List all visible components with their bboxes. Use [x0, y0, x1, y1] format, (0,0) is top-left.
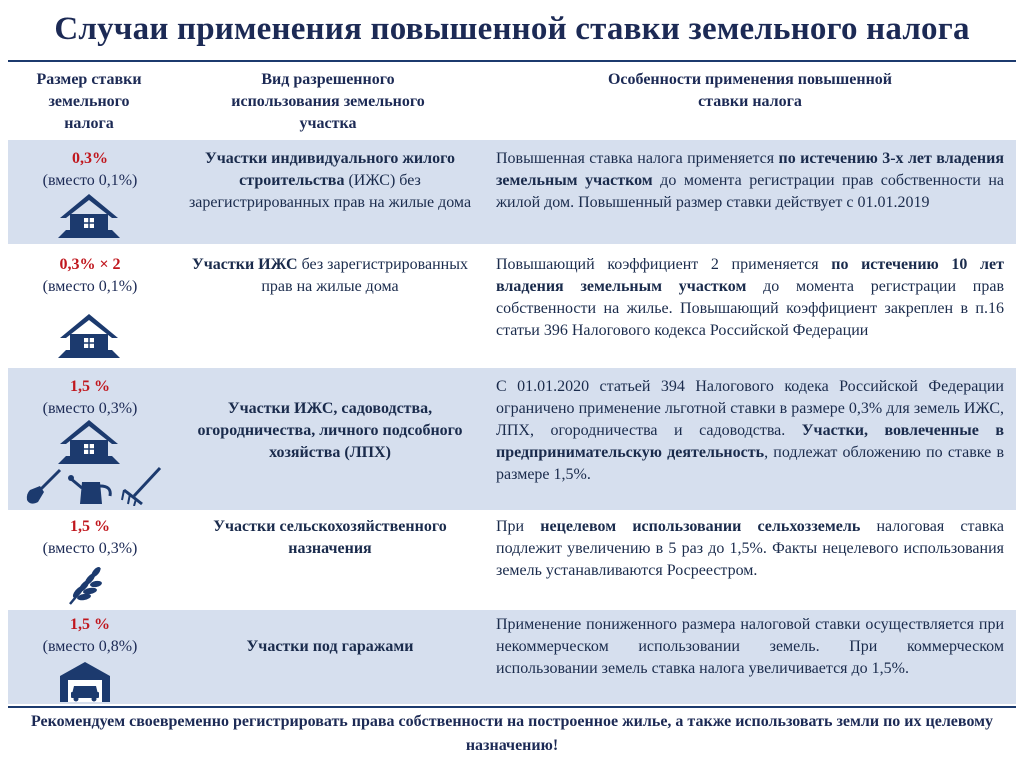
house-icon	[56, 192, 122, 238]
header-kind-line: использования земельного	[231, 93, 425, 110]
kind-cell	[182, 398, 478, 464]
header-kind-line: участка	[299, 115, 357, 132]
header-desc-line: Особенности применения повышенной	[607, 71, 893, 88]
kind-rest: без зарегистрированных прав на жилые дома	[261, 256, 468, 295]
footer-recommendation: Рекомендуем своевременно регистрировать права собственности на построенное жилье, а также использовать земли по их целевому назначению!	[30, 713, 994, 754]
watering-can-icon	[68, 472, 116, 506]
rate-instead: (вместо 0,1%)	[42, 172, 138, 189]
desc-text: до момента регистрации прав собственности на жилье. Повышающий коэффициент закреплен в п.16 статьи 396 Налогового кодекса Российской Федерации	[496, 278, 1005, 339]
desc-cell	[496, 516, 1004, 582]
shovel-icon	[24, 468, 64, 506]
desc-cell	[496, 614, 1004, 680]
rate-value: 0,3%	[72, 150, 108, 167]
desc-text: налоговая ставка подлежит увеличению в 5 раз до 1,5%. Факты нецелевого использования земель устанавливаются Росреестром.	[496, 518, 1004, 579]
kind-bold: Участки ИЖС, садоводства, огородничества, личного подсобного хозяйства (ЛПХ)	[197, 400, 463, 461]
table-row	[8, 512, 1016, 608]
desc-text: , подлежат обложению по ставке в размере 1,5%.	[496, 444, 1005, 483]
table-row	[8, 610, 1016, 704]
house-icon	[56, 418, 122, 464]
rate-cell	[8, 376, 172, 420]
header-kind	[178, 69, 478, 135]
table-header	[8, 65, 1016, 137]
rate-value: 1,5 %	[70, 378, 110, 395]
rate-cell	[8, 254, 172, 298]
kind-cell	[182, 636, 478, 658]
rate-instead: (вместо 0,3%)	[42, 400, 138, 417]
wheat-icon	[68, 564, 104, 606]
kind-cell	[182, 254, 478, 298]
rake-icon	[120, 466, 162, 506]
desc-text: Повышающий коэффициент 2 применяется	[496, 256, 832, 273]
kind-bold: Участки ИЖС	[192, 256, 298, 273]
rate-value: 1,5 %	[70, 616, 110, 633]
rate-instead: (вместо 0,3%)	[42, 540, 138, 557]
rate-cell	[8, 148, 172, 192]
rate-instead: (вместо 0,1%)	[42, 278, 138, 295]
kind-bold: Участки под гаражами	[246, 638, 414, 655]
kind-cell	[182, 516, 478, 560]
rate-instead: (вместо 0,8%)	[42, 638, 138, 655]
footer-divider	[8, 706, 1016, 708]
header-rate	[8, 69, 170, 135]
house-icon	[56, 312, 122, 358]
title-divider	[8, 60, 1016, 62]
desc-bold: по истечению 10 лет владения земельным участком	[496, 256, 1004, 295]
kind-bold: Участки индивидуального жилого строительства	[205, 150, 455, 189]
rate-cell	[8, 614, 172, 658]
desc-cell	[496, 376, 1004, 486]
desc-text: Повышенная ставка налога применяется	[496, 150, 779, 167]
header-kind-line: Вид разрешенного	[261, 71, 395, 88]
table-row	[8, 368, 1016, 510]
desc-text: При	[496, 518, 541, 535]
desc-bold: по истечению 3-х лет владения земельным участком	[496, 150, 1004, 189]
kind-rest: (ИЖС) без зарегистрированных прав на жилые дома	[188, 172, 472, 211]
desc-text: С 01.01.2020 статьей 394 Налогового кодека Российской Федерации ограничено применение льготной ставки в размере 0,3% для земель ИЖС, ЛПХ, огородничества и садоводства.	[496, 378, 1004, 439]
header-rate-line: Размер ставки	[36, 71, 142, 88]
desc-bold: нецелевом использовании сельхозземель	[540, 518, 861, 535]
desc-cell	[496, 148, 1004, 214]
desc-bold: Участки, вовлеченные в предпринимательскую деятельность	[496, 422, 1005, 461]
kind-cell	[182, 148, 478, 214]
header-rate-line: налога	[64, 115, 114, 132]
page-title: Случаи применения повышенной ставки земельного налога	[54, 11, 970, 47]
desc-text: Применение пониженного размера налоговой ставки осуществляется при некоммерческом использовании земель. При коммерческом использовании земель ставка налога увеличивается до 1,5%.	[496, 616, 1004, 677]
kind-bold: Участки сельскохозяйственного назначения	[213, 518, 447, 557]
rate-cell	[8, 516, 172, 560]
table-row	[8, 140, 1016, 244]
garage-icon	[58, 660, 112, 702]
desc-text: до момента регистрации прав собственности на жилой дом. Повышенный размер ставки действует с 01.01.2019	[496, 172, 1004, 211]
header-rate-line: земельного	[48, 93, 130, 110]
table-row	[8, 246, 1016, 366]
rate-value: 1,5 %	[70, 518, 110, 535]
rate-value: 0,3% × 2	[59, 256, 121, 273]
header-desc-line: ставки налога	[698, 93, 802, 110]
header-desc	[488, 69, 1012, 113]
desc-cell	[496, 254, 1004, 342]
